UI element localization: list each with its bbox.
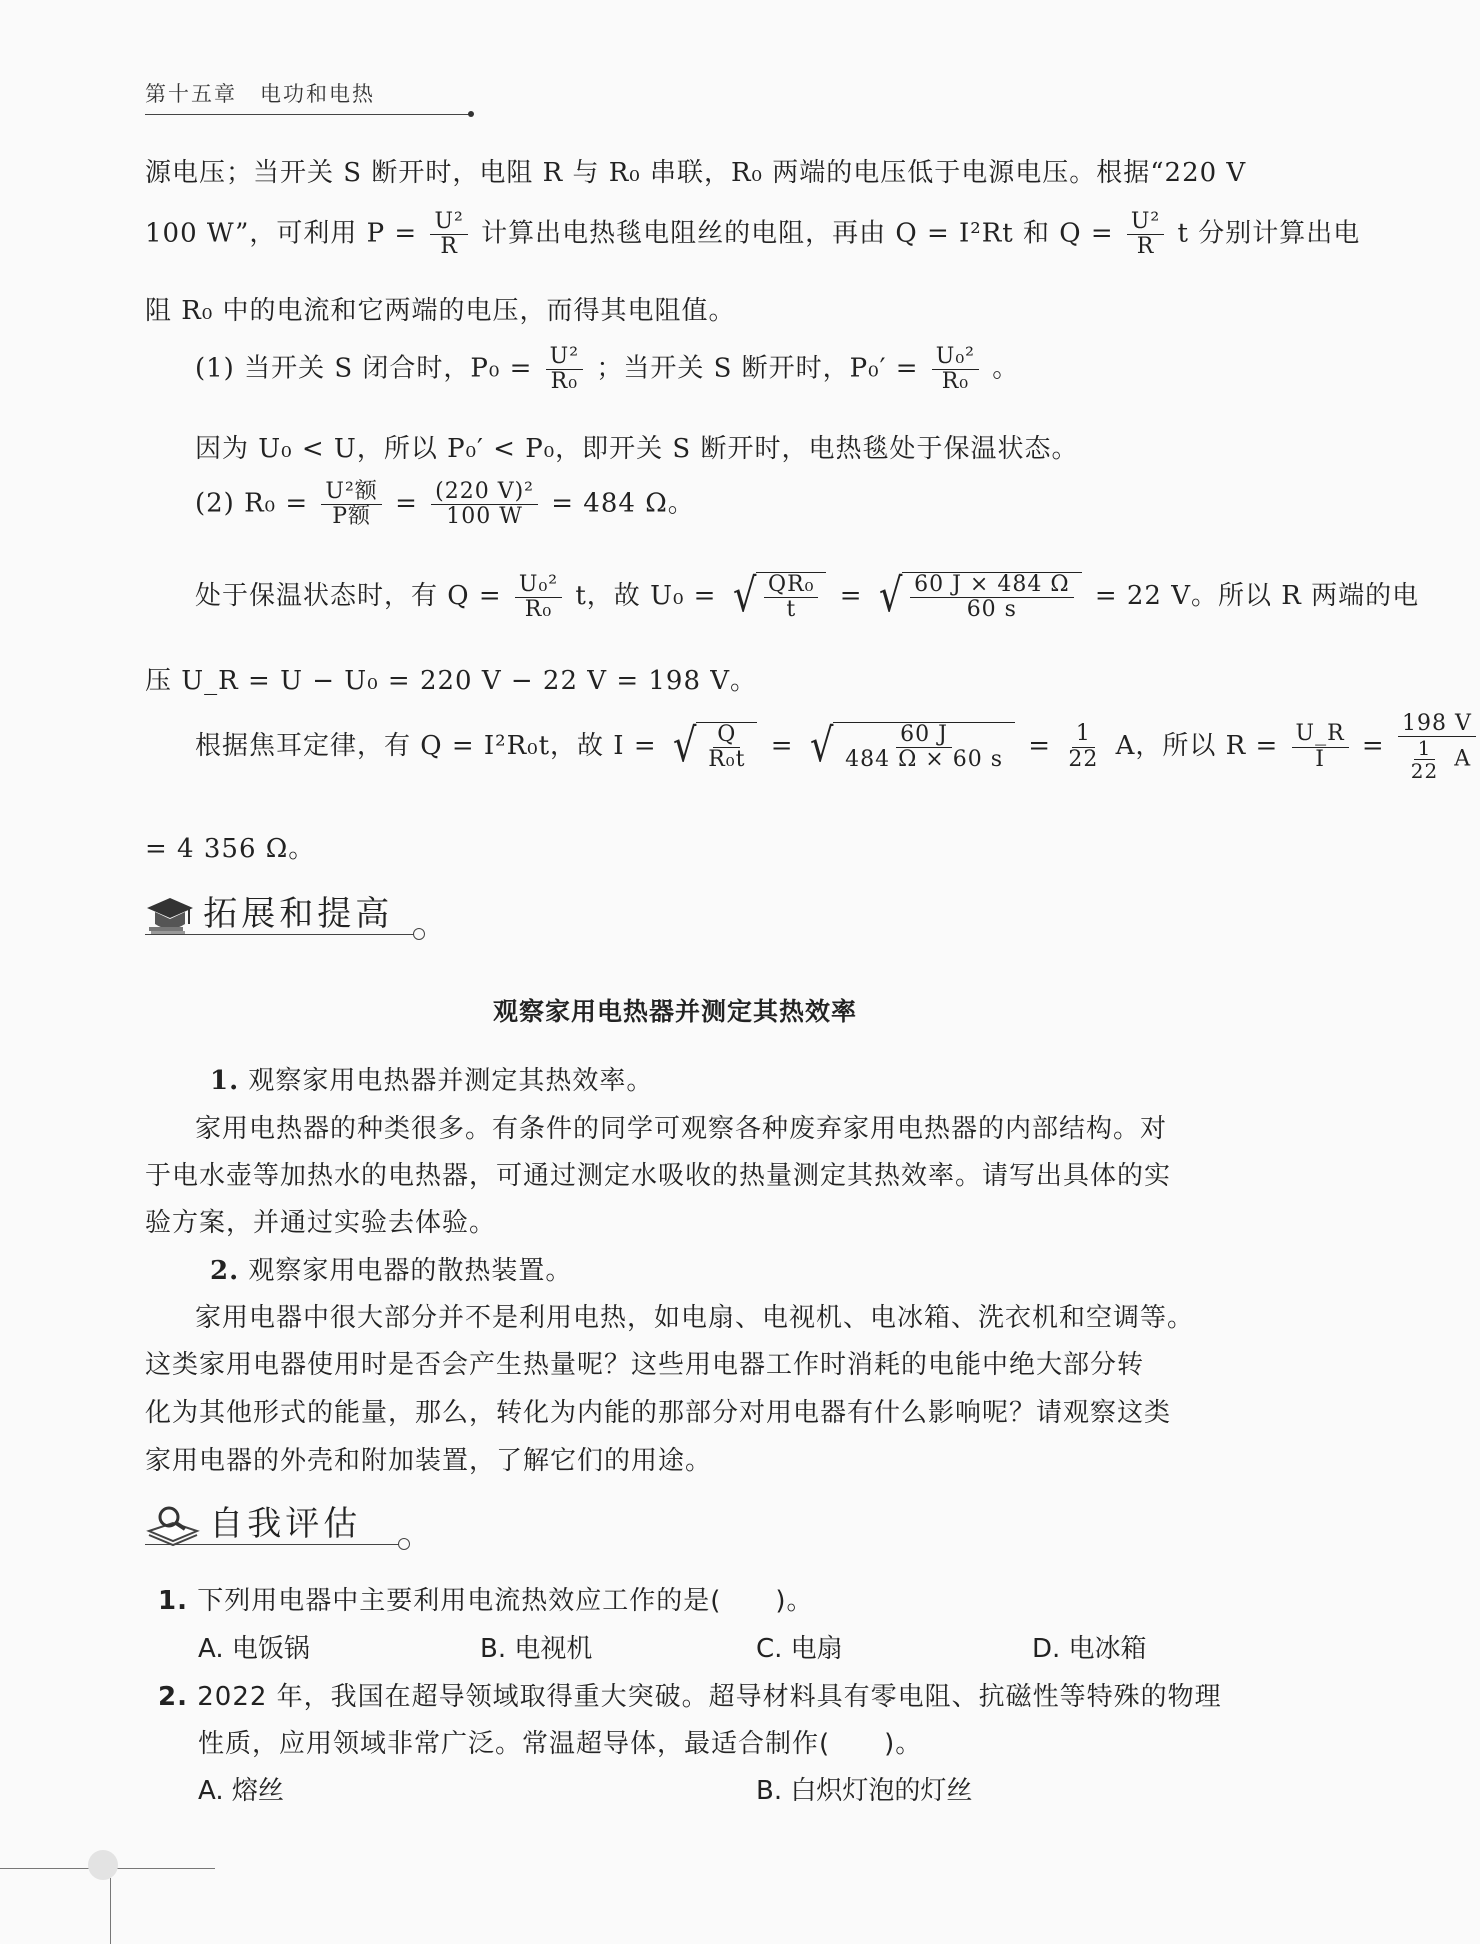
item-1-body-2: 于电水壶等加热水的电热器，可通过测定水吸收的热量测定其热效率。请写出具体的实 (145, 1161, 1172, 1191)
fraction-1-over-22 (1407, 737, 1442, 782)
section-title: 拓展和提高 (203, 894, 394, 934)
question-text: 2022 年，我国在超导领域取得重大突破。超导材料具有零电阻、抗磁性等特殊的物理 (197, 1682, 1222, 1712)
fraction-220-over-100 (431, 480, 538, 529)
q2-option-b[interactable]: B. 白炽灯泡的灯丝 (756, 1776, 973, 1806)
denominator: R₀ (524, 596, 553, 622)
text-segment: 。 (992, 353, 1020, 384)
chapter-header: 第十五章 电功和电热 (145, 82, 375, 106)
numerator: U² (1127, 210, 1164, 235)
fraction-ur-over-i (1292, 722, 1349, 771)
numerator: QR₀ (764, 573, 818, 598)
numerator: U² (546, 345, 583, 370)
answer-1-line-1 (195, 345, 1265, 394)
q1-option-d[interactable]: D. 电冰箱 (1032, 1634, 1147, 1664)
radical-sign: √ (672, 717, 698, 772)
answer-2-line-3: 压 U_R = U − U₀ = 220 V − 22 V = 198 V。 (145, 666, 758, 696)
item-1-body-3: 验方案，并通过实验去体验。 (145, 1208, 497, 1238)
answer-2-line-5: = 4 356 Ω。 (145, 834, 316, 864)
numerator: U² (430, 210, 467, 235)
item-number: 1. (210, 1066, 240, 1096)
q2-option-a[interactable]: A. 熔丝 (198, 1776, 284, 1806)
denominator: 22 (1410, 759, 1439, 784)
item-1-title (210, 1060, 1280, 1097)
fraction (841, 723, 1007, 772)
text-segment: = 22 V。所以 R 两端的电 (1094, 581, 1420, 612)
fraction-u2-over-r (1127, 210, 1164, 259)
item-2-body-3: 化为其他形式的能量，那么，转化为内能的那部分对用电器有什么影响呢？请观察这类 (145, 1398, 1172, 1428)
numerator: 198 V (1398, 712, 1476, 737)
text-segment: = 484 Ω。 (551, 488, 695, 519)
text-segment: (1) 当开关 S 闭合时，P₀ = (195, 353, 533, 384)
sqrt-qr0-over-t (730, 568, 827, 623)
denominator: R₀t (708, 747, 746, 773)
graduation-cap-icon (145, 894, 195, 943)
item-2-title (210, 1250, 1280, 1287)
fraction-1-over-22 (1064, 722, 1102, 771)
text-segment: 根据焦耳定律，有 Q = I²R₀t，故 I = (195, 731, 657, 762)
numerator: (220 V)² (431, 480, 538, 505)
numerator: 1 (1414, 737, 1436, 760)
section-rule (145, 1544, 400, 1545)
question-number: 2. (158, 1682, 188, 1712)
numerator: Q (713, 723, 740, 748)
fraction-u02-over-r0 (932, 345, 979, 394)
sqrt-numeric (876, 568, 1082, 623)
numerator: U₀² (932, 345, 979, 370)
page-number-badge (88, 1850, 118, 1880)
equals-sign: = (839, 581, 863, 612)
equals-sign: = (1028, 731, 1052, 762)
denominator: R (440, 234, 458, 260)
question-text: 下列用电器中主要利用电流热效应工作的是( )。 (197, 1586, 814, 1616)
fraction-u2-over-r (430, 210, 467, 259)
fraction-rated (321, 480, 381, 529)
radical-sign: √ (732, 568, 758, 622)
question-2 (158, 1676, 1228, 1713)
solution-line-3: 阻 R₀ 中的电流和它两端的电压，而得其电阻值。 (145, 296, 736, 326)
radical-sign: √ (809, 717, 835, 772)
numerator: U_R (1292, 722, 1349, 747)
text-segment: t，故 U₀ = (575, 581, 717, 612)
fraction-u02-over-r0 (515, 573, 562, 622)
denominator: I (1315, 746, 1325, 772)
magnifier-book-icon (145, 1503, 201, 1554)
solution-line-1: 源电压；当开关 S 断开时，电阻 R 与 R₀ 串联，R₀ 两端的电压低于电源电压。根据“220 V (145, 158, 1247, 188)
item-2-body-1: 家用电器中很大部分并不是利用电热，如电扇、电视机、电冰箱、洗衣机和空调等。 (195, 1303, 1195, 1333)
denominator: R₀ (550, 369, 579, 395)
answer-2-line-4 (195, 711, 1472, 784)
fraction (910, 573, 1073, 622)
text-segment: A，所以 R = (1115, 731, 1279, 762)
text-segment: 处于保温状态时，有 Q = (195, 581, 502, 612)
question-number: 1. (158, 1586, 188, 1616)
item-2-body-2: 这类家用电器使用时是否会产生热量呢？这些用电器工作时消耗的电能中绝大部分转 (145, 1350, 1145, 1380)
denominator: R (1136, 234, 1155, 260)
denominator: 60 s (966, 597, 1017, 623)
item-1-body-1: 家用电热器的种类很多。有条件的同学可观察各种废弃家用电热器的内部结构。对 (195, 1114, 1168, 1144)
numerator: U₀² (515, 573, 562, 598)
unit: A (1454, 746, 1472, 772)
text-segment: 计算出电热毯电阻丝的电阻，再由 Q = I²Rt 和 Q = (481, 218, 1114, 249)
section-title: 自我评估 (209, 1504, 362, 1544)
item-title: 观察家用电器的散热装置。 (248, 1256, 573, 1286)
section-rule (145, 934, 415, 935)
denominator (1399, 737, 1475, 782)
q1-option-a[interactable]: A. 电饭锅 (198, 1634, 310, 1664)
section-rule-end-circle (413, 928, 425, 940)
denominator: R₀ (941, 369, 970, 395)
footer-vertical-rule (110, 1878, 111, 1944)
sqrt-numeric (807, 717, 1015, 773)
text-segment: 100 W”，可利用 P = (145, 218, 418, 249)
radical-sign: √ (878, 568, 904, 622)
text-segment: t 分别计算出电 (1177, 218, 1361, 249)
equals-sign: = (395, 488, 418, 519)
answer-2-line-1 (195, 480, 1265, 529)
fraction-u2-over-r0 (546, 345, 583, 394)
equals-sign: = (770, 731, 794, 762)
section-rule-end-circle (398, 1538, 410, 1550)
sqrt-q-over-r0t (670, 717, 758, 773)
numerator: 60 J (896, 723, 952, 748)
q1-option-c[interactable]: C. 电扇 (756, 1634, 843, 1664)
header-rule (145, 114, 470, 115)
question-1 (158, 1580, 1228, 1617)
solution-line-2 (145, 209, 1361, 260)
answer-2-line-2 (195, 568, 1420, 623)
denominator: t (786, 597, 797, 623)
equals-sign: = (1361, 731, 1385, 762)
answer-1-line-2: 因为 U₀ < U，所以 P₀′ < P₀，即开关 S 断开时，电热毯处于保温状态。 (195, 434, 1079, 464)
fraction (704, 723, 749, 772)
fraction (764, 573, 818, 622)
question-2-cont: 性质，应用领域非常广泛。常温超导体，最适合制作( )。 (198, 1729, 923, 1759)
numerator: U²额 (321, 480, 381, 505)
header-dot (468, 111, 474, 117)
q1-option-b[interactable]: B. 电视机 (480, 1634, 593, 1664)
denominator: 100 W (446, 504, 523, 530)
text-segment: (2) R₀ = (195, 488, 309, 519)
item-title: 观察家用电热器并测定其热效率。 (248, 1066, 654, 1096)
item-number: 2. (210, 1256, 240, 1286)
activity-heading: 观察家用电热器并测定其热效率 (492, 997, 857, 1026)
denominator: 22 (1068, 746, 1099, 772)
fraction-198-over-1-22 (1398, 712, 1476, 782)
item-2-body-4: 家用电器的外壳和附加装置，了解它们的用途。 (145, 1446, 713, 1476)
numerator: 1 (1072, 722, 1095, 747)
denominator: 484 Ω × 60 s (845, 747, 1003, 773)
denominator: P额 (332, 504, 372, 530)
text-segment: ；当开关 S 断开时，P₀′ = (596, 353, 919, 384)
numerator: 60 J × 484 Ω (910, 573, 1073, 598)
